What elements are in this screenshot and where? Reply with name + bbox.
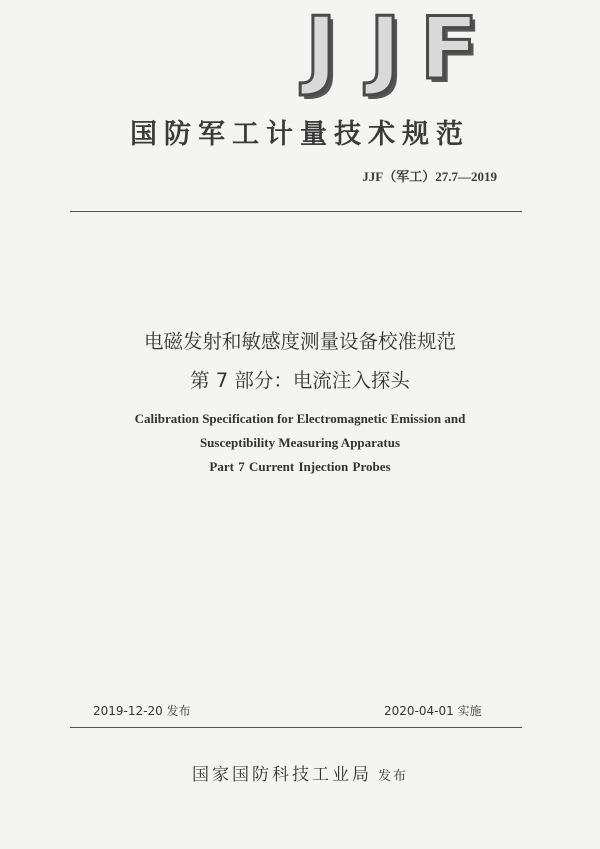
top-divider [70, 211, 522, 212]
english-title-line-1: Calibration Specification for Electromagnetic Emission and [134, 411, 466, 426]
jjf-logo [292, 0, 479, 99]
issuer-line [0, 760, 600, 785]
bottom-divider [70, 727, 522, 728]
standard-series-title: 国防军工计量技术规范 [130, 119, 470, 150]
standard-number: JJF（军工）27.7—2019 [362, 169, 497, 184]
implementation-date: 2020-04-01 实施 [384, 704, 482, 718]
english-title-line-2: Susceptibility Measuring Apparatus [199, 435, 401, 450]
logo-letter-f: F [419, 0, 479, 99]
chinese-title-line-2: 第 7 部分：电流注入探头 [190, 369, 410, 392]
issue-date: 2019-12-20 发布 [93, 704, 191, 718]
chinese-title-line-1: 电磁发射和敏感度测量设备校准规范 [143, 330, 456, 353]
issuer-name: 国家国防科技工业局 [191, 765, 372, 785]
issuer-verb: 发布 [377, 769, 408, 784]
english-title-line-3: Part 7 Current Injection Probes [209, 459, 391, 474]
logo-letter-j2: J [369, 0, 401, 99]
logo-letter-j1: J [305, 0, 337, 99]
